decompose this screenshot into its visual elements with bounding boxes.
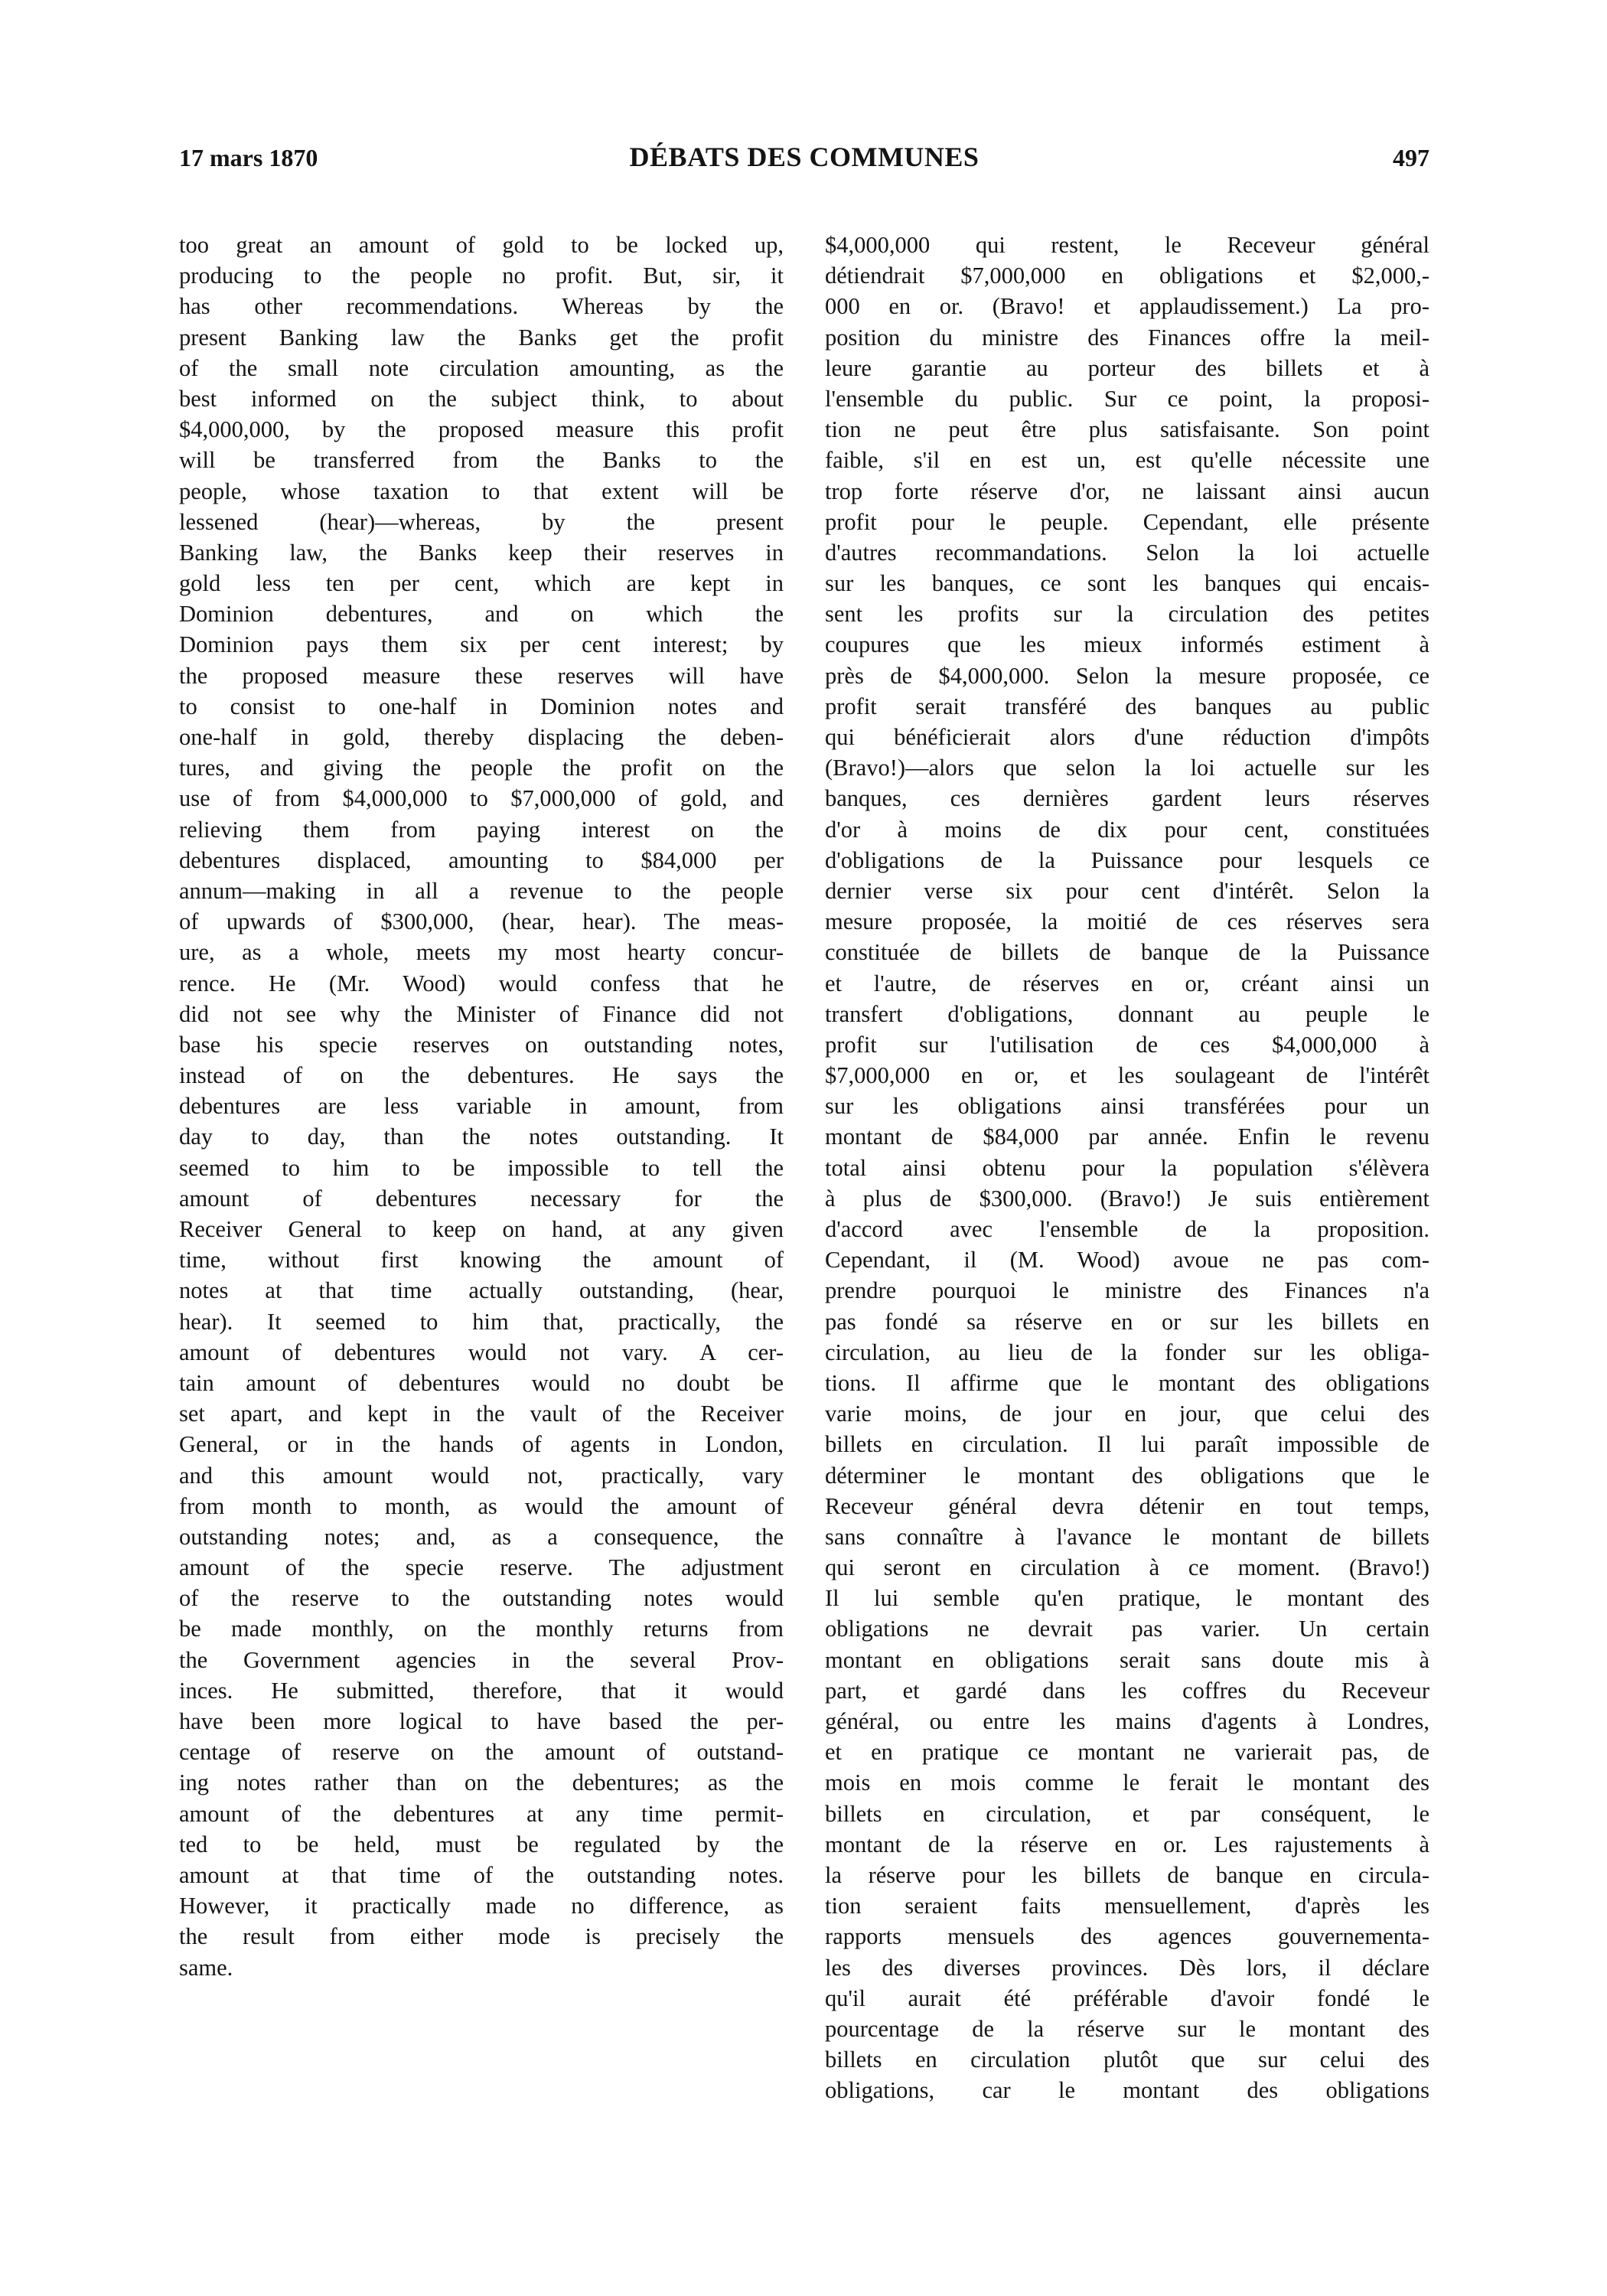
text-line: total ainsi obtenu pour la population s'élèvera [825,1154,1429,1181]
text-line: tain amount of debentures would no doubt be [179,1369,784,1396]
text-line: and this amount would not, practically, vary [179,1462,784,1489]
text-line: obligations, car le montant des obligations [825,2077,1429,2104]
text-line: rapports mensuels des agences gouvernementa- [825,1923,1429,1950]
text-line: outstanding notes; and, as a consequence, the [179,1523,784,1550]
page-header [179,138,1429,184]
text-line: to consist to one-half in Dominion notes and [179,693,784,719]
text-line: constituée de billets de banque de la Puissance [825,939,1429,966]
text-line: général, ou entre les mains d'agents à Londres, [825,1708,1429,1734]
text-line: sur les banques, ce sont les banques qui encais- [825,570,1429,597]
text-line: l'ensemble du public. Sur ce point, la proposi- [825,385,1429,412]
text-line: mesure proposée, la moitié de ces réserves sera [825,908,1429,935]
text-line: Banking law, the Banks keep their reserves in [179,539,784,566]
text-line: ing notes rather than on the debentures; as the [179,1769,784,1796]
text-line: gold less ten per cent, which are kept in [179,570,784,597]
text-line: annum—making in all a revenue to the people [179,877,784,904]
text-line: et en pratique ce montant ne varierait pas, de [825,1739,1429,1766]
text-line: position du ministre des Finances offre la meil- [825,324,1429,351]
text-line: amount of debentures would not vary. A cer- [179,1339,784,1365]
text-line: d'autres recommandations. Selon la loi actuelle [825,539,1429,566]
text-line: tion ne peut être plus satisfaisante. Son point [825,416,1429,443]
header-title: DÉBATS DES COMMUNES [629,142,980,172]
text-line: circulation, au lieu de la fonder sur les obliga- [825,1339,1429,1365]
text-line: seemed to him to be impossible to tell the [179,1154,784,1181]
text-line: be made monthly, on the monthly returns from [179,1616,784,1642]
text-line: of the reserve to the outstanding notes would [179,1585,784,1612]
text-line: lessened (hear)—whereas, by the present [179,508,784,535]
text-line: have been more logical to have based the per- [179,1708,784,1734]
text-line: $7,000,000 en or, et les soulageant de l'intérêt [825,1062,1429,1089]
text-line: qui bénéficierait alors d'une réduction d'impôts [825,724,1429,750]
text-line: tion seraient faits mensuellement, d'après les [825,1893,1429,1919]
text-line: instead of on the debentures. He says the [179,1062,784,1089]
text-line: relieving them from paying interest on the [179,816,784,843]
page-number: 497 [1393,144,1429,171]
text-line: à plus de $300,000. (Bravo!) Je suis entièrement [825,1185,1429,1212]
text-line: has other recommendations. Whereas by the [179,293,784,320]
text-line: près de $4,000,000. Selon la mesure proposée, ce [825,662,1429,689]
text-line: However, it practically made no difference, as [179,1893,784,1919]
text-line: sans connaître à l'avance le montant de billets [825,1523,1429,1550]
text-line: present Banking law the Banks get the profit [179,324,784,351]
text-line: debentures are less variable in amount, from [179,1093,784,1120]
text-line: prendre pourquoi le ministre des Finances n'a [825,1277,1429,1304]
text-line: part, et gardé dans les coffres du Receveur [825,1677,1429,1704]
text-line: pas fondé sa réserve en or sur les billets en [825,1308,1429,1335]
text-line: la réserve pour les billets de banque en circula- [825,1861,1429,1888]
text-line: tures, and giving the people the profit on the [179,755,784,781]
text-line: the proposed measure these reserves will have [179,662,784,689]
text-line: coupures que les mieux informés estiment à [825,631,1429,658]
text-line: déterminer le montant des obligations que le [825,1462,1429,1489]
text-line: trop forte réserve d'or, ne laissant ainsi aucun [825,478,1429,504]
left-column-english-text [179,230,784,1983]
text-line: les des diverses provinces. Dès lors, il déclare [825,1954,1429,1981]
text-line: et l'autre, de réserves en or, créant ainsi un [825,970,1429,996]
text-line: producing to the people no profit. But, sir, it [179,263,784,289]
text-line: leure garantie au porteur des billets et à [825,354,1429,381]
text-line: transfert d'obligations, donnant au peuple le [825,1000,1429,1027]
text-line: dernier verse six pour cent d'intérêt. Selon la [825,877,1429,904]
text-line: sent les profits sur la circulation des petites [825,601,1429,628]
text-line: debentures displaced, amounting to $84,000 per [179,846,784,873]
text-line: varie moins, de jour en jour, que celui des [825,1401,1429,1427]
text-line: pourcentage de la réserve sur le montant des [825,2015,1429,2042]
text-line: qui seront en circulation à ce moment. (Bravo!) [825,1554,1429,1581]
text-line: too great an amount of gold to be locked up, [179,232,784,258]
text-line: ted to be held, must be regulated by the [179,1831,784,1857]
text-line: d'or à moins de dix pour cent, constituées [825,816,1429,843]
text-line: Dominion pays them six per cent interest; by [179,631,784,658]
text-line: $4,000,000, by the proposed measure this profit [179,416,784,443]
text-line: 000 en or. (Bravo! et applaudissement.) La pro- [825,293,1429,320]
text-line: set apart, and kept in the vault of the Receiver [179,1401,784,1427]
text-line: tions. Il affirme que le montant des obligations [825,1369,1429,1396]
text-line: montant en obligations serait sans doute mis à [825,1646,1429,1673]
text-line: use of from $4,000,000 to $7,000,000 of gold, and [179,785,784,812]
right-column-french-text [825,230,1429,2105]
text-line: mois en mois comme le ferait le montant des [825,1769,1429,1796]
text-line: $4,000,000 qui restent, le Receveur général [825,232,1429,258]
text-line: amount at that time of the outstanding notes. [179,1861,784,1888]
text-line: will be transferred from the Banks to the [179,447,784,474]
text-line: billets en circulation. Il lui paraît impossible de [825,1431,1429,1458]
text-line: montant de la réserve en or. Les rajustements à [825,1831,1429,1857]
text-line: from month to month, as would the amount of [179,1492,784,1519]
text-line: day to day, than the notes outstanding. It [179,1124,784,1150]
text-line: Receveur général devra détenir en tout temps, [825,1492,1429,1519]
text-line: did not see why the Minister of Finance did not [179,1000,784,1027]
text-line: montant de $84,000 par année. Enfin le revenu [825,1124,1429,1150]
text-line: one-half in gold, thereby displacing the deben- [179,724,784,750]
text-line: General, or in the hands of agents in London, [179,1431,784,1458]
text-line: d'accord avec l'ensemble de la proposition. [825,1216,1429,1242]
text-line: d'obligations de la Puissance pour lesquels ce [825,846,1429,873]
text-line: faible, s'il en est un, est qu'elle nécessite une [825,447,1429,474]
text-line: best informed on the subject think, to about [179,385,784,412]
text-line: profit sur l'utilisation de ces $4,000,000 à [825,1031,1429,1058]
text-line: of the small note circulation amounting, as the [179,354,784,381]
text-line: banques, ces dernières gardent leurs réserves [825,785,1429,812]
text-line: notes at that time actually outstanding, (hear, [179,1277,784,1304]
text-line: profit pour le peuple. Cependant, elle présente [825,508,1429,535]
text-line: of upwards of $300,000, (hear, hear). The meas- [179,908,784,935]
text-line: billets en circulation, et par conséquent, le [825,1800,1429,1827]
text-line: amount of the debentures at any time permit- [179,1800,784,1827]
text-line: people, whose taxation to that extent will be [179,478,784,504]
text-line: the result from either mode is precisely the [179,1923,784,1950]
text-line: centage of reserve on the amount of outstand- [179,1739,784,1766]
text-line: obligations ne devrait pas varier. Un certain [825,1616,1429,1642]
text-line: billets en circulation plutôt que sur celui des [825,2047,1429,2073]
text-line: time, without first knowing the amount of [179,1247,784,1274]
text-line: Dominion debentures, and on which the [179,601,784,628]
text-line: same. [179,1954,233,1981]
text-line: rence. He (Mr. Wood) would confess that he [179,970,784,996]
text-line: base his specie reserves on outstanding notes, [179,1031,784,1058]
text-line: Il lui semble qu'en pratique, le montant des [825,1585,1429,1612]
text-line: profit serait transféré des banques au public [825,693,1429,719]
text-line: ure, as a whole, meets my most hearty concur- [179,939,784,966]
text-line: détiendrait $7,000,000 en obligations et $2,000,- [825,263,1429,289]
text-line: amount of debentures necessary for the [179,1185,784,1212]
text-line: the Government agencies in the several Prov- [179,1646,784,1673]
text-line: sur les obligations ainsi transférées pour un [825,1093,1429,1120]
text-line: (Bravo!)—alors que selon la loi actuelle sur les [825,755,1429,781]
text-line: qu'il aurait été préférable d'avoir fondé le [825,1985,1429,2011]
text-line: Cependant, il (M. Wood) avoue ne pas com- [825,1247,1429,1274]
text-line: inces. He submitted, therefore, that it would [179,1677,784,1704]
text-line: Receiver General to keep on hand, at any given [179,1216,784,1242]
text-line: hear). It seemed to him that, practically, the [179,1308,784,1335]
header-date: 17 mars 1870 [179,144,318,171]
text-line: amount of the specie reserve. The adjustment [179,1554,784,1581]
